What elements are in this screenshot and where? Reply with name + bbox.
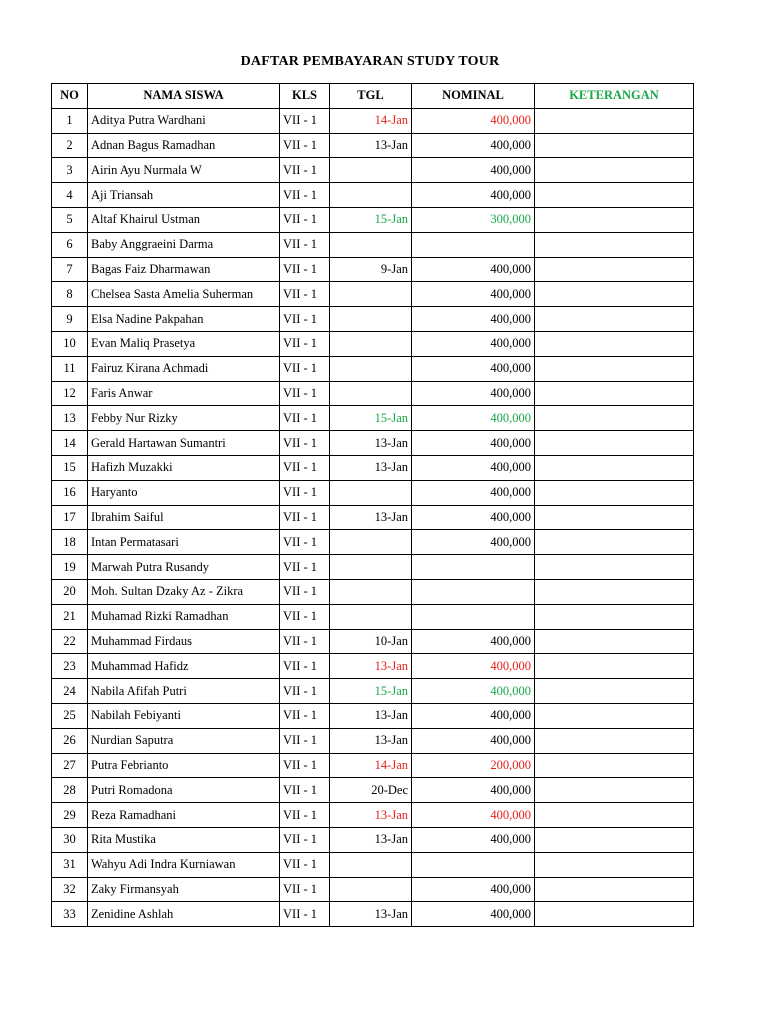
table-row	[52, 480, 694, 505]
cell-nama-siswa: Chelsea Sasta Amelia Suherman	[88, 282, 280, 307]
table-row	[52, 307, 694, 332]
cell-kls: VII - 1	[280, 108, 330, 133]
cell-nama-siswa: Altaf Khairul Ustman	[88, 207, 280, 232]
cell-no: 31	[52, 852, 88, 877]
cell-keterangan	[535, 133, 694, 158]
cell-tgl: 14-Jan	[330, 753, 412, 778]
cell-nominal	[412, 579, 535, 604]
cell-no: 14	[52, 431, 88, 456]
cell-kls: VII - 1	[280, 183, 330, 208]
cell-kls: VII - 1	[280, 555, 330, 580]
cell-no: 20	[52, 579, 88, 604]
cell-keterangan	[535, 282, 694, 307]
cell-tgl	[330, 356, 412, 381]
cell-keterangan	[535, 555, 694, 580]
cell-no: 2	[52, 133, 88, 158]
cell-nama-siswa: Zaky Firmansyah	[88, 877, 280, 902]
cell-nominal: 400,000	[412, 530, 535, 555]
cell-tgl	[330, 307, 412, 332]
cell-nama-siswa: Zenidine Ashlah	[88, 902, 280, 927]
cell-no: 25	[52, 703, 88, 728]
cell-kls: VII - 1	[280, 406, 330, 431]
cell-nominal: 400,000	[412, 778, 535, 803]
cell-nominal: 200,000	[412, 753, 535, 778]
cell-keterangan	[535, 629, 694, 654]
cell-keterangan	[535, 207, 694, 232]
cell-tgl: 14-Jan	[330, 108, 412, 133]
cell-tgl	[330, 604, 412, 629]
cell-tgl: 13-Jan	[330, 703, 412, 728]
cell-no: 24	[52, 679, 88, 704]
table-row	[52, 902, 694, 927]
cell-keterangan	[535, 455, 694, 480]
cell-keterangan	[535, 679, 694, 704]
cell-kls: VII - 1	[280, 207, 330, 232]
cell-no: 16	[52, 480, 88, 505]
cell-keterangan	[535, 158, 694, 183]
table-row	[52, 207, 694, 232]
cell-nominal: 300,000	[412, 207, 535, 232]
cell-nama-siswa: Adnan Bagus Ramadhan	[88, 133, 280, 158]
cell-tgl	[330, 579, 412, 604]
cell-tgl: 13-Jan	[330, 455, 412, 480]
cell-keterangan	[535, 579, 694, 604]
cell-nama-siswa: Haryanto	[88, 480, 280, 505]
cell-keterangan	[535, 257, 694, 282]
cell-tgl	[330, 183, 412, 208]
cell-nominal: 400,000	[412, 902, 535, 927]
cell-tgl	[330, 480, 412, 505]
cell-nama-siswa: Aji Triansah	[88, 183, 280, 208]
cell-nama-siswa: Nabila Afifah Putri	[88, 679, 280, 704]
cell-no: 32	[52, 877, 88, 902]
cell-tgl	[330, 381, 412, 406]
cell-keterangan	[535, 331, 694, 356]
table-row	[52, 108, 694, 133]
cell-kls: VII - 1	[280, 803, 330, 828]
header-nominal: NOMINAL	[412, 84, 535, 109]
table-row	[52, 703, 694, 728]
cell-kls: VII - 1	[280, 753, 330, 778]
table-row	[52, 629, 694, 654]
cell-tgl: 20-Dec	[330, 778, 412, 803]
cell-nama-siswa: Bagas Faiz Dharmawan	[88, 257, 280, 282]
cell-keterangan	[535, 803, 694, 828]
cell-nominal: 400,000	[412, 827, 535, 852]
cell-keterangan	[535, 232, 694, 257]
cell-nominal: 400,000	[412, 406, 535, 431]
cell-nama-siswa: Hafizh Muzakki	[88, 455, 280, 480]
cell-kls: VII - 1	[280, 381, 330, 406]
cell-kls: VII - 1	[280, 604, 330, 629]
cell-keterangan	[535, 406, 694, 431]
header-row	[52, 84, 694, 109]
cell-keterangan	[535, 604, 694, 629]
cell-keterangan	[535, 852, 694, 877]
cell-no: 11	[52, 356, 88, 381]
cell-nominal: 400,000	[412, 480, 535, 505]
table-row	[52, 158, 694, 183]
cell-nama-siswa: Putri Romadona	[88, 778, 280, 803]
table-row	[52, 183, 694, 208]
cell-nominal: 400,000	[412, 257, 535, 282]
cell-no: 28	[52, 778, 88, 803]
cell-keterangan	[535, 480, 694, 505]
cell-no: 13	[52, 406, 88, 431]
table-row	[52, 455, 694, 480]
cell-nominal: 400,000	[412, 455, 535, 480]
cell-nama-siswa: Nabilah Febiyanti	[88, 703, 280, 728]
cell-kls: VII - 1	[280, 530, 330, 555]
cell-no: 9	[52, 307, 88, 332]
cell-nama-siswa: Putra Febrianto	[88, 753, 280, 778]
cell-tgl	[330, 852, 412, 877]
cell-no: 33	[52, 902, 88, 927]
table-row	[52, 381, 694, 406]
table-row	[52, 282, 694, 307]
cell-keterangan	[535, 505, 694, 530]
table-row	[52, 257, 694, 282]
cell-kls: VII - 1	[280, 282, 330, 307]
cell-no: 15	[52, 455, 88, 480]
table-row	[52, 852, 694, 877]
cell-nominal: 400,000	[412, 703, 535, 728]
cell-kls: VII - 1	[280, 827, 330, 852]
cell-tgl: 9-Jan	[330, 257, 412, 282]
table-row	[52, 877, 694, 902]
cell-nominal	[412, 232, 535, 257]
cell-tgl: 13-Jan	[330, 505, 412, 530]
table-row	[52, 803, 694, 828]
cell-nominal: 400,000	[412, 307, 535, 332]
cell-no: 5	[52, 207, 88, 232]
cell-nominal: 400,000	[412, 183, 535, 208]
cell-kls: VII - 1	[280, 431, 330, 456]
cell-keterangan	[535, 827, 694, 852]
cell-nama-siswa: Muhamad Rizki Ramadhan	[88, 604, 280, 629]
cell-no: 1	[52, 108, 88, 133]
cell-no: 6	[52, 232, 88, 257]
cell-tgl: 15-Jan	[330, 679, 412, 704]
cell-nama-siswa: Febby Nur Rizky	[88, 406, 280, 431]
cell-nominal: 400,000	[412, 331, 535, 356]
cell-kls: VII - 1	[280, 852, 330, 877]
cell-keterangan	[535, 356, 694, 381]
cell-nominal	[412, 555, 535, 580]
cell-keterangan	[535, 108, 694, 133]
cell-tgl: 13-Jan	[330, 803, 412, 828]
header-kls: KLS	[280, 84, 330, 109]
table-row	[52, 331, 694, 356]
header-no: NO	[52, 84, 88, 109]
cell-kls: VII - 1	[280, 579, 330, 604]
cell-kls: VII - 1	[280, 728, 330, 753]
cell-tgl: 10-Jan	[330, 629, 412, 654]
table-row	[52, 133, 694, 158]
cell-nama-siswa: Faris Anwar	[88, 381, 280, 406]
table-row	[52, 505, 694, 530]
payment-table	[51, 83, 694, 927]
cell-tgl	[330, 331, 412, 356]
cell-no: 3	[52, 158, 88, 183]
cell-nominal	[412, 852, 535, 877]
cell-tgl: 13-Jan	[330, 431, 412, 456]
cell-keterangan	[535, 183, 694, 208]
cell-nama-siswa: Fairuz Kirana Achmadi	[88, 356, 280, 381]
cell-kls: VII - 1	[280, 703, 330, 728]
cell-nama-siswa: Aditya Putra Wardhani	[88, 108, 280, 133]
cell-tgl: 13-Jan	[330, 133, 412, 158]
cell-kls: VII - 1	[280, 257, 330, 282]
cell-no: 18	[52, 530, 88, 555]
cell-nama-siswa: Intan Permatasari	[88, 530, 280, 555]
cell-kls: VII - 1	[280, 455, 330, 480]
table-row	[52, 530, 694, 555]
cell-no: 8	[52, 282, 88, 307]
cell-no: 12	[52, 381, 88, 406]
cell-kls: VII - 1	[280, 679, 330, 704]
cell-nama-siswa: Ibrahim Saiful	[88, 505, 280, 530]
table-row	[52, 679, 694, 704]
cell-kls: VII - 1	[280, 778, 330, 803]
cell-tgl: 13-Jan	[330, 827, 412, 852]
cell-no: 29	[52, 803, 88, 828]
cell-tgl: 15-Jan	[330, 406, 412, 431]
cell-tgl	[330, 158, 412, 183]
header-tgl: TGL	[330, 84, 412, 109]
cell-kls: VII - 1	[280, 480, 330, 505]
cell-kls: VII - 1	[280, 654, 330, 679]
cell-no: 19	[52, 555, 88, 580]
cell-nama-siswa: Evan Maliq Prasetya	[88, 331, 280, 356]
cell-no: 17	[52, 505, 88, 530]
cell-nama-siswa: Airin Ayu Nurmala W	[88, 158, 280, 183]
cell-keterangan	[535, 530, 694, 555]
cell-kls: VII - 1	[280, 877, 330, 902]
cell-nominal: 400,000	[412, 133, 535, 158]
cell-nominal: 400,000	[412, 356, 535, 381]
cell-nominal: 400,000	[412, 654, 535, 679]
cell-nama-siswa: Reza Ramadhani	[88, 803, 280, 828]
table-row	[52, 431, 694, 456]
cell-keterangan	[535, 877, 694, 902]
cell-no: 4	[52, 183, 88, 208]
cell-keterangan	[535, 654, 694, 679]
cell-nominal: 400,000	[412, 803, 535, 828]
cell-nominal: 400,000	[412, 282, 535, 307]
cell-nominal: 400,000	[412, 629, 535, 654]
cell-keterangan	[535, 728, 694, 753]
cell-nominal: 400,000	[412, 679, 535, 704]
table-row	[52, 579, 694, 604]
cell-tgl	[330, 282, 412, 307]
cell-kls: VII - 1	[280, 331, 330, 356]
cell-nominal: 400,000	[412, 381, 535, 406]
cell-nama-siswa: Moh. Sultan Dzaky Az - Zikra	[88, 579, 280, 604]
table-row	[52, 827, 694, 852]
table-row	[52, 753, 694, 778]
cell-no: 23	[52, 654, 88, 679]
cell-nominal: 400,000	[412, 505, 535, 530]
cell-keterangan	[535, 778, 694, 803]
cell-nominal: 400,000	[412, 431, 535, 456]
cell-tgl: 15-Jan	[330, 207, 412, 232]
cell-no: 7	[52, 257, 88, 282]
cell-nominal: 400,000	[412, 108, 535, 133]
table-row	[52, 728, 694, 753]
cell-nama-siswa: Marwah Putra Rusandy	[88, 555, 280, 580]
cell-no: 27	[52, 753, 88, 778]
cell-nama-siswa: Nurdian Saputra	[88, 728, 280, 753]
cell-nama-siswa: Elsa Nadine Pakpahan	[88, 307, 280, 332]
cell-tgl	[330, 555, 412, 580]
cell-nama-siswa: Muhammad Firdaus	[88, 629, 280, 654]
cell-nama-siswa: Muhammad Hafidz	[88, 654, 280, 679]
cell-nominal	[412, 604, 535, 629]
cell-nama-siswa: Gerald Hartawan Sumantri	[88, 431, 280, 456]
cell-no: 26	[52, 728, 88, 753]
cell-kls: VII - 1	[280, 629, 330, 654]
cell-nama-siswa: Rita Mustika	[88, 827, 280, 852]
cell-keterangan	[535, 902, 694, 927]
cell-nominal: 400,000	[412, 877, 535, 902]
cell-kls: VII - 1	[280, 505, 330, 530]
cell-nominal: 400,000	[412, 158, 535, 183]
cell-no: 10	[52, 331, 88, 356]
cell-tgl	[330, 530, 412, 555]
cell-kls: VII - 1	[280, 232, 330, 257]
cell-no: 21	[52, 604, 88, 629]
cell-kls: VII - 1	[280, 158, 330, 183]
table-row	[52, 555, 694, 580]
cell-tgl: 13-Jan	[330, 654, 412, 679]
cell-tgl: 13-Jan	[330, 902, 412, 927]
cell-kls: VII - 1	[280, 133, 330, 158]
table-row	[52, 406, 694, 431]
page-title: DAFTAR PEMBAYARAN STUDY TOUR	[240, 54, 500, 69]
table-row	[52, 604, 694, 629]
cell-kls: VII - 1	[280, 356, 330, 381]
cell-keterangan	[535, 307, 694, 332]
cell-keterangan	[535, 381, 694, 406]
cell-kls: VII - 1	[280, 307, 330, 332]
cell-tgl	[330, 877, 412, 902]
cell-tgl	[330, 232, 412, 257]
cell-no: 22	[52, 629, 88, 654]
cell-nominal: 400,000	[412, 728, 535, 753]
header-keterangan: KETERANGAN	[535, 84, 694, 109]
cell-kls: VII - 1	[280, 902, 330, 927]
cell-keterangan	[535, 431, 694, 456]
table-body	[52, 108, 694, 926]
header-nama-siswa: NAMA SISWA	[88, 84, 280, 109]
cell-nama-siswa: Wahyu Adi Indra Kurniawan	[88, 852, 280, 877]
table-row	[52, 232, 694, 257]
table-row	[52, 356, 694, 381]
cell-nama-siswa: Baby Anggraeini Darma	[88, 232, 280, 257]
cell-keterangan	[535, 703, 694, 728]
table-row	[52, 778, 694, 803]
table-row	[52, 654, 694, 679]
cell-tgl: 13-Jan	[330, 728, 412, 753]
cell-keterangan	[535, 753, 694, 778]
cell-no: 30	[52, 827, 88, 852]
